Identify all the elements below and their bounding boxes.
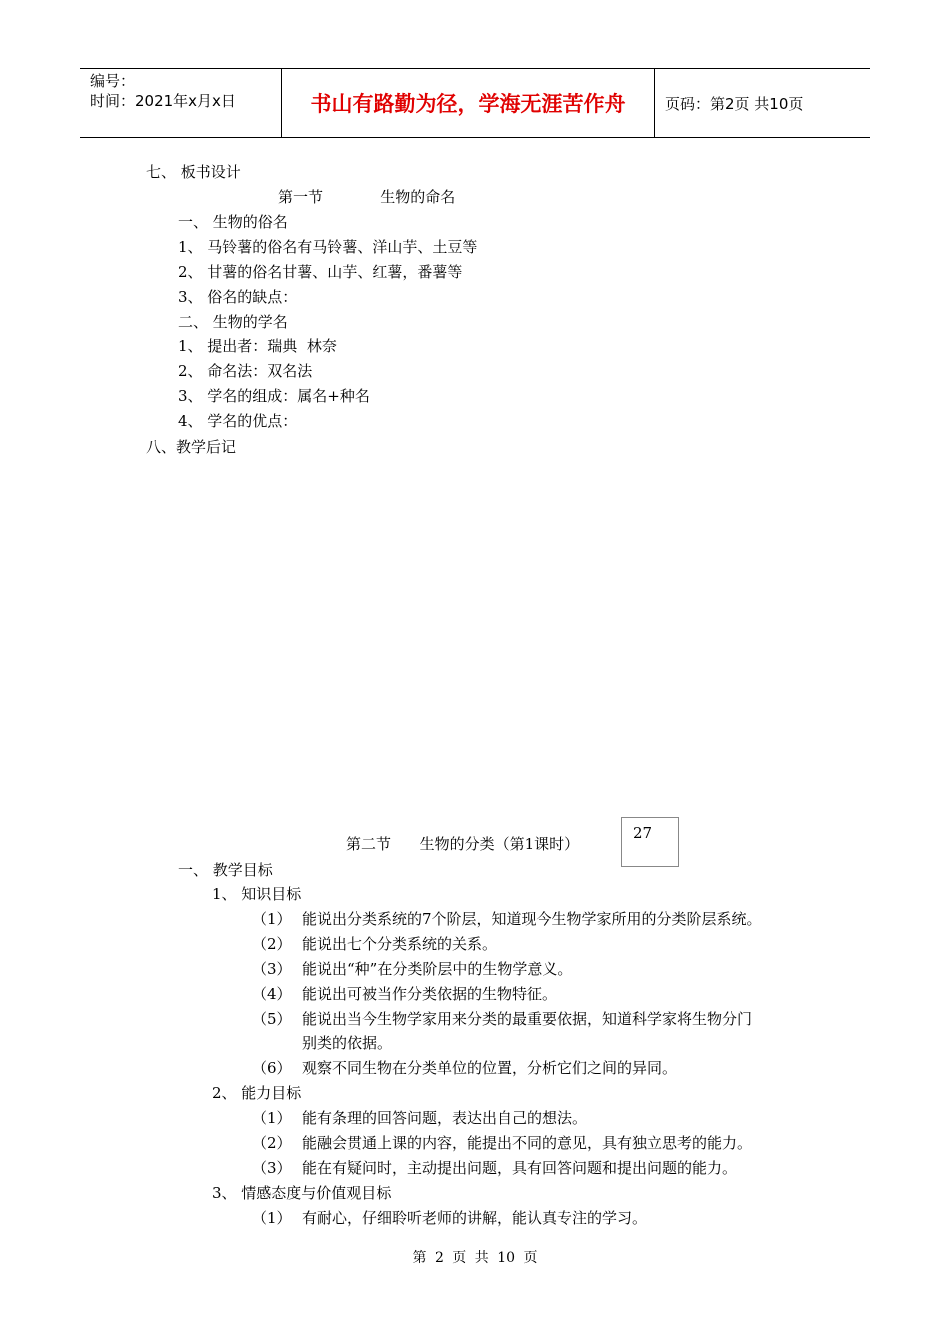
knowledge-text: 能说出分类系统的7个阶层，知道现今生物学家所用的分类阶层系统。 bbox=[302, 910, 762, 928]
board-line: 2、 命名法：双名法 bbox=[178, 362, 313, 380]
knowledge-text: 能说出可被当作分类依据的生物特征。 bbox=[302, 985, 558, 1003]
page-header bbox=[80, 68, 870, 138]
knowledge-text: 能说出七个分类系统的关系。 bbox=[302, 935, 498, 953]
knowledge-text: 能说出当今生物学家用来分类的最重要依据，知道科学家将生物分门 bbox=[302, 1010, 753, 1028]
ability-num: （1） bbox=[252, 1109, 292, 1127]
page-number-box: 27 bbox=[621, 817, 679, 867]
time-label: 时间：2021年x月x日 bbox=[90, 92, 236, 110]
board-line: 1、 马铃薯的俗名有马铃薯、洋山芋、土豆等 bbox=[178, 238, 478, 256]
knowledge-num: （2） bbox=[252, 935, 292, 953]
board-line: 二、 生物的学名 bbox=[178, 313, 288, 331]
knowledge-num: （6） bbox=[252, 1059, 292, 1077]
number-label: 编号： bbox=[90, 72, 136, 90]
knowledge-text: 能说出“种”在分类阶层中的生物学意义。 bbox=[302, 960, 573, 978]
emotion-num: （1） bbox=[252, 1209, 292, 1227]
board-line: 2、 甘薯的俗名甘薯、山芋、红薯，番薯等 bbox=[178, 263, 463, 281]
section-2-title: 第二节 生物的分类（第1课时） bbox=[346, 835, 580, 853]
section-1-title: 第一节 生物的命名 bbox=[278, 188, 456, 206]
board-design-heading: 七、 板书设计 bbox=[146, 163, 241, 181]
ability-text: 能在有疑问时，主动提出问题，具有回答问题和提出问题的能力。 bbox=[302, 1159, 738, 1177]
ability-text: 能融会贯通上课的内容，能提出不同的意见，具有独立思考的能力。 bbox=[302, 1134, 753, 1152]
header-page-info: 页码：第2页 共10页 bbox=[665, 94, 804, 113]
ability-num: （3） bbox=[252, 1159, 292, 1177]
knowledge-heading: 1、 知识目标 bbox=[212, 885, 302, 903]
board-line: 4、 学名的优点： bbox=[178, 412, 298, 430]
ability-text: 能有条理的回答问题，表达出自己的想法。 bbox=[302, 1109, 588, 1127]
ability-num: （2） bbox=[252, 1134, 292, 1152]
afterword-heading: 八、教学后记 bbox=[146, 438, 237, 456]
knowledge-num: （3） bbox=[252, 960, 292, 978]
knowledge-text: 别类的依据。 bbox=[302, 1034, 393, 1052]
knowledge-num: （1） bbox=[252, 910, 292, 928]
knowledge-text: 观察不同生物在分类单位的位置，分析它们之间的异同。 bbox=[302, 1059, 678, 1077]
ability-heading: 2、 能力目标 bbox=[212, 1084, 302, 1102]
board-line: 3、 学名的组成：属名+种名 bbox=[178, 387, 370, 405]
emotion-heading: 3、 情感态度与价值观目标 bbox=[212, 1184, 392, 1202]
header-meta bbox=[80, 69, 282, 137]
board-line: 3、 俗名的缺点： bbox=[178, 288, 298, 306]
objectives-heading: 一、 教学目标 bbox=[178, 861, 273, 879]
emotion-text: 有耐心，仔细聆听老师的讲解，能认真专注的学习。 bbox=[302, 1209, 648, 1227]
header-motto: 书山有路勤为径，学海无涯苦作舟 bbox=[282, 69, 655, 137]
board-line: 一、 生物的俗名 bbox=[178, 213, 288, 231]
knowledge-num: （5） bbox=[252, 1010, 292, 1028]
page-footer: 第 2 页 共 10 页 bbox=[412, 1250, 538, 1266]
knowledge-num: （4） bbox=[252, 985, 292, 1003]
board-line: 1、 提出者：瑞典 林奈 bbox=[178, 337, 337, 355]
